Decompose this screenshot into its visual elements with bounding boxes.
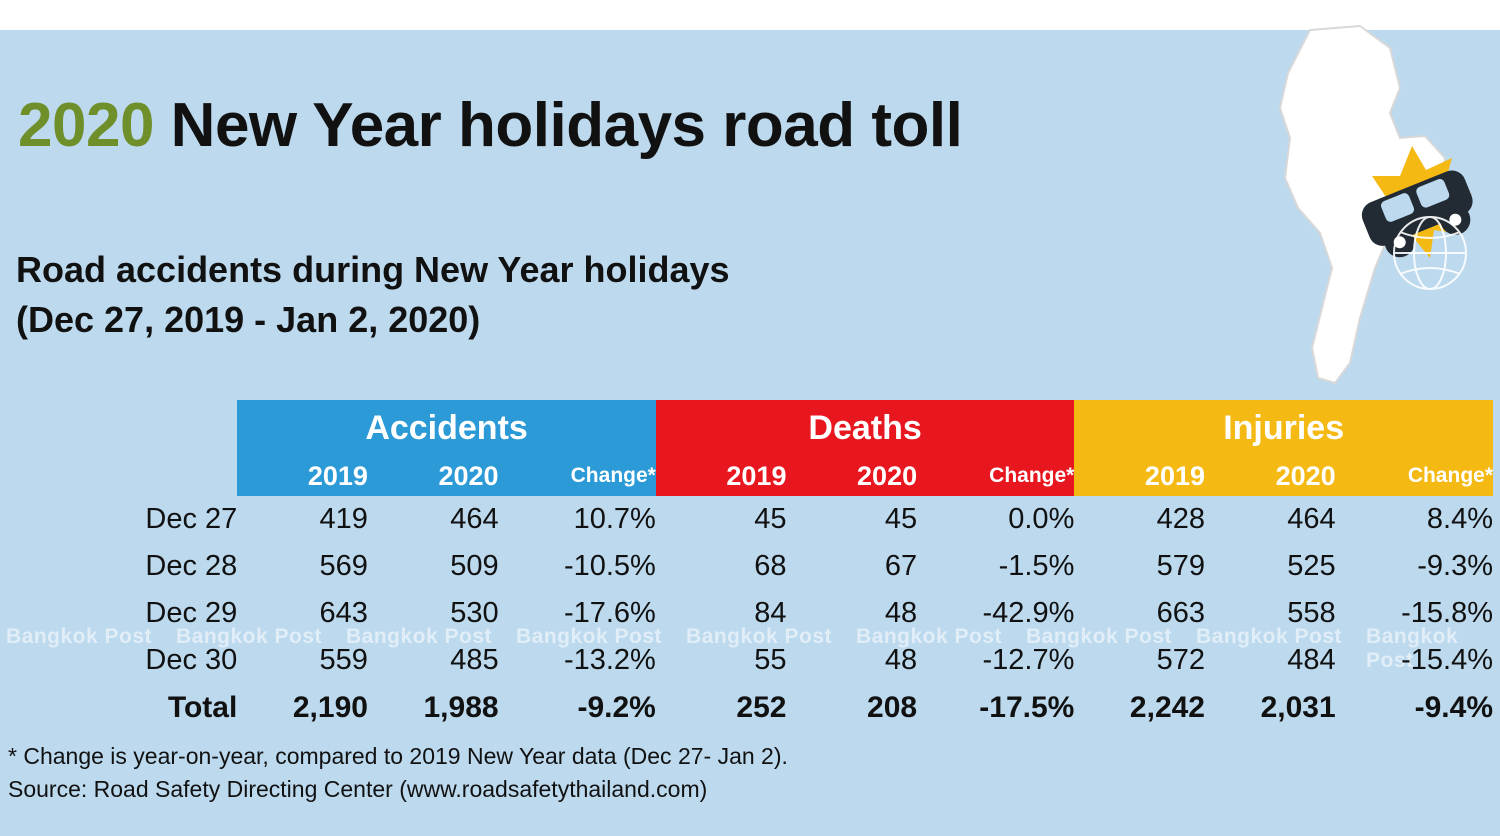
- total-deaths-2020: 208: [867, 690, 918, 724]
- cell-deaths-2020: 67: [884, 550, 918, 582]
- table-group-header-row: [7, 400, 1493, 456]
- page-subtitle: [16, 245, 730, 344]
- total-accidents-change: -9.2%: [577, 690, 656, 724]
- table-header: [7, 400, 1493, 496]
- cell-deaths-2020: 48: [884, 597, 918, 629]
- cell-injuries-2019: 579: [1156, 550, 1205, 582]
- corner-cell-2: [7, 456, 237, 496]
- road-toll-table: [7, 400, 1493, 731]
- cell-accidents-2020: 530: [450, 597, 499, 629]
- subheader-accidents-change: Change*: [499, 456, 656, 496]
- title-rest: holidays road toll: [441, 91, 963, 160]
- total-deaths-2019: 252: [736, 690, 787, 724]
- watermark: Bangkok Post: [6, 625, 153, 648]
- watermark: Bangkok Post: [856, 625, 1003, 648]
- title-main: New Year: [170, 91, 442, 160]
- table-subheader-row: [7, 456, 1493, 496]
- total-deaths-change: -17.5%: [979, 690, 1075, 724]
- cell-accidents-change: -13.2%: [563, 644, 656, 676]
- subheader-accidents-2020: 2020: [368, 456, 499, 496]
- page-title: [18, 90, 962, 161]
- footnote-source: Source: Road Safety Directing Center (www.roadsafetythailand.com): [8, 776, 708, 803]
- total-injuries-2020: 2,031: [1260, 690, 1336, 724]
- total-accidents-2019: 2,190: [292, 690, 368, 724]
- subtitle-line-2: (Dec 27, 2019 - Jan 2, 2020): [16, 298, 481, 340]
- title-year: 2020: [18, 91, 154, 160]
- footnote-change: * Change is year-on-year, compared to 2019 New Year data (Dec 27- Jan 2).: [8, 743, 788, 769]
- subheader-injuries-2020: 2020: [1205, 456, 1336, 496]
- watermark: Bangkok Post: [1026, 625, 1173, 648]
- cell-deaths-change: -42.9%: [982, 597, 1075, 629]
- cell-injuries-2020: 484: [1287, 644, 1336, 676]
- cell-deaths-2020: 48: [884, 644, 918, 676]
- watermark: Bangkok Post: [176, 625, 323, 648]
- table-body: [7, 496, 1493, 731]
- cell-accidents-change: -10.5%: [563, 550, 656, 582]
- cell-accidents-2019: 643: [319, 597, 368, 629]
- title-spacer: [154, 91, 171, 160]
- watermark: Bangkok Post: [1366, 625, 1459, 672]
- table-row: [7, 496, 1493, 543]
- total-injuries-2019: 2,242: [1129, 690, 1205, 724]
- cell-injuries-change: -15.8%: [1401, 597, 1493, 629]
- cell-accidents-2020: 509: [450, 550, 499, 582]
- table-row: [7, 637, 1493, 684]
- cell-deaths-2019: 45: [754, 503, 787, 535]
- watermark: Bangkok Post: [1196, 625, 1343, 648]
- row-label: Dec 30: [145, 644, 238, 676]
- cell-accidents-change: 10.7%: [573, 503, 656, 535]
- footnotes: [8, 740, 788, 807]
- subheader-accidents-2019: 2019: [237, 456, 368, 496]
- cell-injuries-2019: 428: [1156, 503, 1205, 535]
- row-label: Dec 29: [145, 597, 238, 629]
- table-row: [7, 590, 1493, 637]
- cell-accidents-2019: 419: [319, 503, 368, 535]
- cell-injuries-change: 8.4%: [1426, 503, 1493, 535]
- cell-accidents-2019: 559: [319, 644, 368, 676]
- subheader-injuries-2019: 2019: [1074, 456, 1205, 496]
- cell-deaths-2020: 45: [884, 503, 918, 535]
- cell-deaths-change: 0.0%: [1008, 503, 1075, 535]
- subheader-injuries-change: Change*: [1336, 456, 1493, 496]
- cell-accidents-2020: 464: [450, 503, 499, 535]
- cell-deaths-2019: 55: [754, 644, 787, 676]
- row-label-total: Total: [167, 690, 238, 724]
- row-label: Dec 28: [145, 550, 238, 582]
- cell-injuries-2020: 525: [1287, 550, 1336, 582]
- total-injuries-change: -9.4%: [1414, 690, 1493, 724]
- cell-deaths-change: -1.5%: [998, 550, 1075, 582]
- group-header-deaths: Deaths: [656, 400, 1075, 456]
- cell-injuries-2020: 464: [1287, 503, 1336, 535]
- corner-cell: [7, 400, 237, 456]
- cell-accidents-change: -17.6%: [563, 597, 656, 629]
- group-header-injuries: Injuries: [1074, 400, 1493, 456]
- cell-deaths-change: -12.7%: [982, 644, 1075, 676]
- cell-deaths-2019: 68: [754, 550, 787, 582]
- watermark: Bangkok Post: [686, 625, 833, 648]
- subheader-deaths-2020: 2020: [786, 456, 917, 496]
- subheader-deaths-2019: 2019: [656, 456, 787, 496]
- cell-injuries-2019: 572: [1156, 644, 1205, 676]
- table-row: [7, 543, 1493, 590]
- watermark: Bangkok Post: [516, 625, 663, 648]
- cell-accidents-2020: 485: [450, 644, 499, 676]
- cell-injuries-change: -9.3%: [1417, 550, 1493, 582]
- cell-injuries-change: -15.4%: [1401, 644, 1493, 676]
- cell-accidents-2019: 569: [319, 550, 368, 582]
- group-header-accidents: Accidents: [237, 400, 656, 456]
- road-toll-table-wrapper: [0, 400, 1500, 731]
- cell-injuries-2019: 663: [1156, 597, 1205, 629]
- thailand-map-car-crash-icon: [1240, 18, 1490, 398]
- table-row-total: [7, 684, 1493, 731]
- row-label: Dec 27: [145, 503, 238, 535]
- cell-injuries-2020: 558: [1287, 597, 1336, 629]
- subtitle-line-1: Road accidents during New Year holidays: [16, 249, 730, 290]
- subheader-deaths-change: Change*: [917, 456, 1074, 496]
- total-accidents-2020: 1,988: [423, 690, 499, 724]
- cell-deaths-2019: 84: [754, 597, 787, 629]
- watermark: Bangkok Post: [346, 625, 493, 648]
